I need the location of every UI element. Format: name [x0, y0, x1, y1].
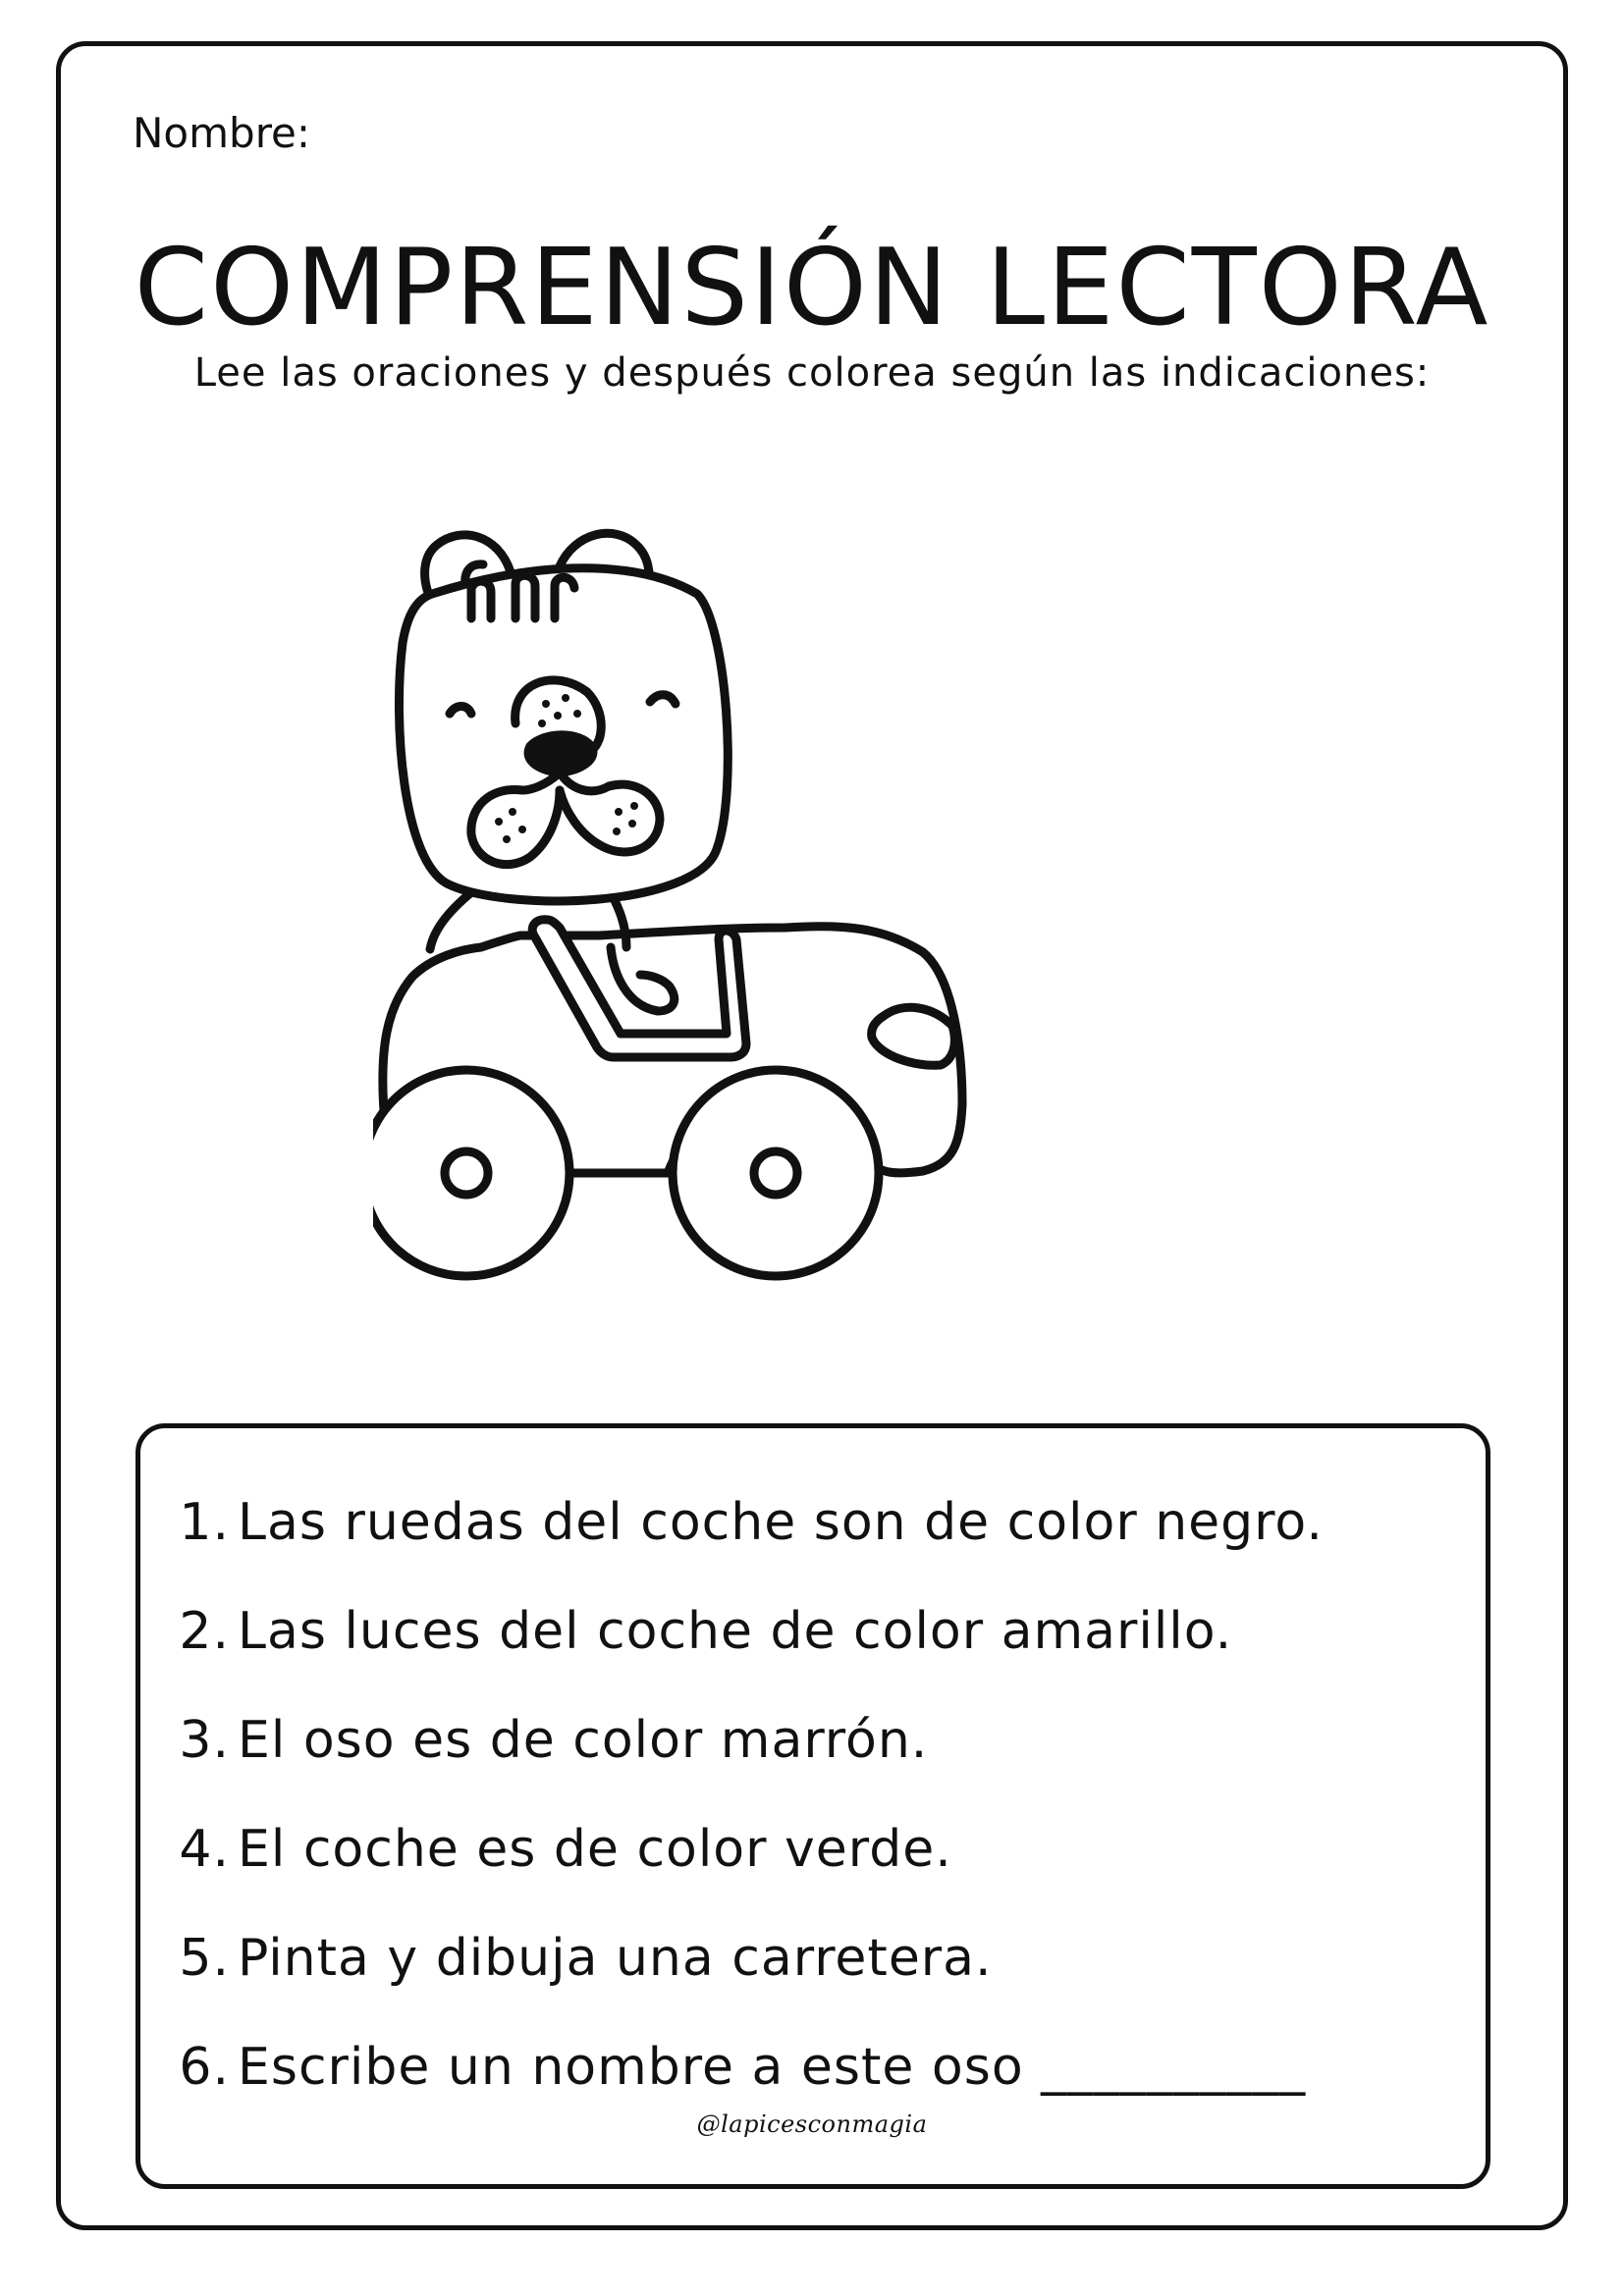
page-subtitle: Lee las oraciones y después colorea según las indicaciones:	[193, 350, 1431, 396]
instructions-list	[169, 1493, 1324, 2151]
instruction-number: 4.	[179, 1820, 230, 1879]
instruction-item-4	[169, 1820, 1324, 1933]
car-wheel-rear	[373, 1070, 569, 1276]
instruction-number: 1.	[179, 1493, 230, 1552]
instruction-text: Las ruedas del coche son de color negro.	[238, 1493, 1324, 1552]
instruction-text: Pinta y dibuja una carretera.	[238, 1929, 993, 1988]
car-window-frame	[532, 920, 746, 1057]
page-title: COMPRENSIÓN LECTORA	[134, 227, 1490, 349]
instruction-number: 3.	[179, 1711, 230, 1770]
instruction-text: El coche es de color verde.	[238, 1820, 952, 1879]
instruction-item-1	[169, 1493, 1324, 1606]
instruction-number: 2.	[179, 1602, 230, 1661]
car-headlight	[872, 1007, 955, 1065]
instruction-text: El oso es de color marrón.	[238, 1711, 929, 1770]
bear-paw	[611, 947, 675, 1011]
bear-nose	[528, 735, 593, 773]
name-label: Nombre:	[133, 109, 311, 157]
instruction-item-3	[169, 1711, 1324, 1824]
instruction-number: 6.	[179, 2038, 230, 2097]
instruction-text: Las luces del coche de color amarillo.	[238, 1602, 1233, 1661]
car-wheel-front	[673, 1070, 879, 1276]
author-signature: @lapicesconmagia	[696, 2110, 928, 2138]
instruction-item-5	[169, 1929, 1324, 2042]
instruction-text: Escribe un nombre a este oso __________	[238, 2038, 1307, 2097]
instruction-item-2	[169, 1602, 1324, 1715]
instruction-number: 5.	[179, 1929, 230, 1988]
bear-driving-car-illustration	[373, 496, 1276, 1340]
